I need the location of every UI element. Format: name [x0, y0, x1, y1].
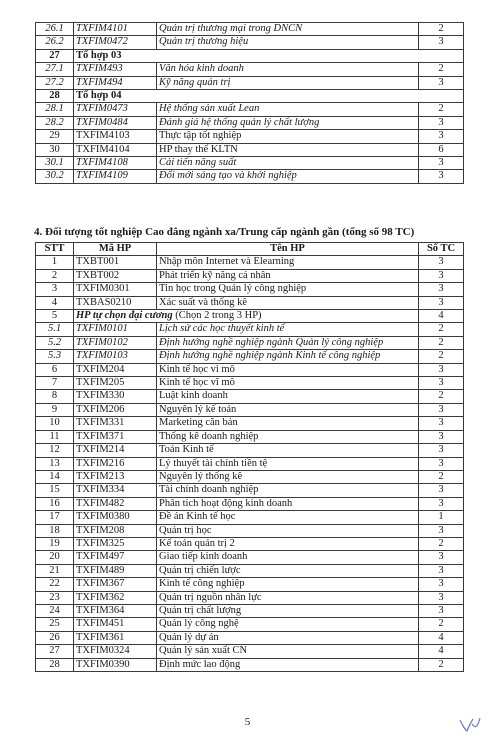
cell-credits: 3	[419, 130, 464, 143]
page-number: 5	[244, 716, 251, 728]
table-row	[36, 377, 464, 390]
cell-code: TXFIM367	[74, 578, 157, 591]
cell-code: TXBT001	[74, 256, 157, 269]
cell-credits: 4	[419, 631, 464, 644]
cell-credits: 2	[419, 390, 464, 403]
cell-name: Kinh tế học vi mô	[157, 363, 419, 376]
table-row	[36, 578, 464, 591]
cell-name: Xác suất và thống kê	[157, 296, 419, 309]
cell-code: TXFIM489	[74, 564, 157, 577]
table-row	[36, 76, 464, 89]
cell-stt: 27.1	[36, 63, 74, 76]
cell-code: TXFIM4109	[74, 170, 157, 183]
cell-code: TXFIM334	[74, 484, 157, 497]
cell-code: TXFIM482	[74, 497, 157, 510]
table-row	[36, 116, 464, 129]
cell-credits: 2	[419, 350, 464, 363]
table-row	[36, 23, 464, 36]
cell-code: TXFIM493	[74, 63, 157, 76]
cell-credits: 3	[419, 457, 464, 470]
cell-code: TXFIM0301	[74, 283, 157, 296]
cell-code: TXFIM4101	[74, 23, 157, 36]
table-row	[36, 310, 464, 323]
cell-code: TXFIM4103	[74, 130, 157, 143]
cell-credits: 3	[419, 296, 464, 309]
cell-name: Quản trị chiến lược	[157, 564, 419, 577]
cell-credits: 2	[419, 537, 464, 550]
cell-credits: 2	[419, 470, 464, 483]
cell-name: Phân tích hoạt động kinh doanh	[157, 497, 419, 510]
cell-code: TXFIM451	[74, 618, 157, 631]
cell-code: TXFIM0101	[74, 323, 157, 336]
cell-stt: 27	[36, 49, 74, 62]
cell-code: TXFIM4104	[74, 143, 157, 156]
table-row	[36, 497, 464, 510]
cell-code: TXBT002	[74, 269, 157, 282]
cell-stt: 29	[36, 130, 74, 143]
header-code: Mã HP	[74, 243, 157, 256]
cell-code: TXFIM0324	[74, 645, 157, 658]
table-row	[36, 618, 464, 631]
cell-name: Nguyên lý kế toán	[157, 403, 419, 416]
cell-credits: 3	[419, 551, 464, 564]
cell-code: TXFIM204	[74, 363, 157, 376]
table-row	[36, 484, 464, 497]
cell-code: TXFIM362	[74, 591, 157, 604]
cell-stt: 14	[36, 470, 74, 483]
cell-code: TXFIM371	[74, 430, 157, 443]
cell-credits: 3	[419, 578, 464, 591]
cell-stt: 5.2	[36, 336, 74, 349]
table-row	[36, 103, 464, 116]
table-row	[36, 269, 464, 282]
header-stt: STT	[36, 243, 74, 256]
cell-name: Nhập môn Internet và Elearning	[157, 256, 419, 269]
cell-elective-label	[74, 310, 419, 323]
cell-stt: 25	[36, 618, 74, 631]
table-row	[36, 296, 464, 309]
cell-credits: 6	[419, 143, 464, 156]
cell-stt: 5	[36, 310, 74, 323]
table-row	[36, 457, 464, 470]
cell-stt: 28	[36, 90, 74, 103]
cell-name: Kinh tế học vĩ mô	[157, 377, 419, 390]
cell-credits: 4	[419, 645, 464, 658]
cell-name: HP thay thế KLTN	[157, 143, 419, 156]
table-row	[36, 511, 464, 524]
cell-stt: 12	[36, 444, 74, 457]
cell-code: TXFIM0473	[74, 103, 157, 116]
cell-credits: 2	[419, 323, 464, 336]
cell-code: TXFIM364	[74, 604, 157, 617]
cell-name: Phát triển kỹ năng cá nhân	[157, 269, 419, 282]
cell-credits: 3	[419, 430, 464, 443]
table-row	[36, 658, 464, 671]
cell-name: Giao tiếp kinh doanh	[157, 551, 419, 564]
cell-credits: 3	[419, 36, 464, 49]
table-row	[36, 430, 464, 443]
cell-stt: 26.1	[36, 23, 74, 36]
table-row	[36, 49, 464, 62]
cell-group-label: Tổ hợp 04	[74, 90, 464, 103]
table-row	[36, 143, 464, 156]
cell-credits: 1	[419, 511, 464, 524]
cell-stt: 28	[36, 658, 74, 671]
cell-name: Cải tiến năng suất	[157, 157, 419, 170]
cell-name: Thực tập tốt nghiệp	[157, 130, 419, 143]
cell-stt: 5.1	[36, 323, 74, 336]
cell-code: TXFIM494	[74, 76, 157, 89]
table-row	[36, 170, 464, 183]
cell-code: TXFIM206	[74, 403, 157, 416]
cell-stt: 18	[36, 524, 74, 537]
cell-stt: 7	[36, 377, 74, 390]
cell-stt: 5.3	[36, 350, 74, 363]
cell-stt: 26	[36, 631, 74, 644]
cell-name: Thống kê doanh nghiệp	[157, 430, 419, 443]
elective-prefix: HP tự chọn đại cương	[76, 310, 173, 322]
cell-stt: 22	[36, 578, 74, 591]
cell-name: Nguyên lý thống kê	[157, 470, 419, 483]
cell-code: TXFIM213	[74, 470, 157, 483]
cell-credits: 3	[419, 564, 464, 577]
table-row	[36, 363, 464, 376]
cell-code: TXFIM208	[74, 524, 157, 537]
cell-stt: 19	[36, 537, 74, 550]
cell-stt: 11	[36, 430, 74, 443]
cell-stt: 2	[36, 269, 74, 282]
cell-name: Tin học trong Quản lý công nghiệp	[157, 283, 419, 296]
cell-stt: 20	[36, 551, 74, 564]
table-row	[36, 403, 464, 416]
cell-code: TXFIM205	[74, 377, 157, 390]
cell-stt: 30.2	[36, 170, 74, 183]
cell-stt: 4	[36, 296, 74, 309]
table-row	[36, 524, 464, 537]
cell-credits: 3	[419, 417, 464, 430]
cell-name: Quản lý dự án	[157, 631, 419, 644]
cell-code: TXBAS0210	[74, 296, 157, 309]
cell-credits: 3	[419, 484, 464, 497]
cell-code: TXFIM0103	[74, 350, 157, 363]
cell-code: TXFIM216	[74, 457, 157, 470]
cell-code: TXFIM325	[74, 537, 157, 550]
cell-stt: 23	[36, 591, 74, 604]
elective-suffix: (Chọn 2 trong 3 HP)	[172, 310, 262, 322]
table-row	[36, 564, 464, 577]
cell-credits: 3	[419, 377, 464, 390]
cell-credits: 4	[419, 310, 464, 323]
table-row	[36, 551, 464, 564]
cell-name: Quản trị nguồn nhân lực	[157, 591, 419, 604]
table-row	[36, 63, 464, 76]
cell-name: Kinh tế công nghiệp	[157, 578, 419, 591]
cell-name: Lịch sử các học thuyết kinh tế	[157, 323, 419, 336]
cell-credits: 3	[419, 157, 464, 170]
cell-name: Kỹ năng quản trị	[157, 76, 419, 89]
cell-name: Luật kinh doanh	[157, 390, 419, 403]
cell-stt: 30	[36, 143, 74, 156]
cell-group-label: Tổ hợp 03	[74, 49, 464, 62]
cell-stt: 27.2	[36, 76, 74, 89]
cell-code: TXFIM331	[74, 417, 157, 430]
cell-stt: 28.1	[36, 103, 74, 116]
table-row	[36, 157, 464, 170]
cell-name: Toán Kinh tế	[157, 444, 419, 457]
cell-credits: 2	[419, 103, 464, 116]
cell-code: TXFIM0390	[74, 658, 157, 671]
cell-stt: 30.1	[36, 157, 74, 170]
cell-name: Marketing căn bản	[157, 417, 419, 430]
cell-code: TXFIM214	[74, 444, 157, 457]
cell-name: Quản trị chất lượng	[157, 604, 419, 617]
cell-credits: 3	[419, 76, 464, 89]
table-row	[36, 336, 464, 349]
cell-stt: 17	[36, 511, 74, 524]
table-row	[36, 631, 464, 644]
cell-credits: 3	[419, 524, 464, 537]
table-row	[36, 130, 464, 143]
course-table-section-4	[35, 242, 464, 672]
cell-code: TXFIM0472	[74, 36, 157, 49]
cell-stt: 10	[36, 417, 74, 430]
cell-code: TXFIM330	[74, 390, 157, 403]
cell-code: TXFIM4108	[74, 157, 157, 170]
cell-name: Lý thuyết tài chính tiền tệ	[157, 457, 419, 470]
cell-stt: 9	[36, 403, 74, 416]
table-row	[36, 283, 464, 296]
cell-credits: 3	[419, 269, 464, 282]
table-row	[36, 645, 464, 658]
cell-name: Đánh giá hệ thống quản lý chất lượng	[157, 116, 419, 129]
cell-stt: 21	[36, 564, 74, 577]
cell-name: Tài chính doanh nghiệp	[157, 484, 419, 497]
cell-name: Quản trị học	[157, 524, 419, 537]
table-row	[36, 256, 464, 269]
cell-stt: 6	[36, 363, 74, 376]
cell-stt: 13	[36, 457, 74, 470]
cell-credits: 3	[419, 497, 464, 510]
cell-credits: 2	[419, 658, 464, 671]
cell-stt: 24	[36, 604, 74, 617]
table-row	[36, 323, 464, 336]
cell-code: TXFIM0484	[74, 116, 157, 129]
cell-code: TXFIM361	[74, 631, 157, 644]
table-row	[36, 36, 464, 49]
table-row	[36, 417, 464, 430]
cell-credits: 3	[419, 591, 464, 604]
cell-stt: 15	[36, 484, 74, 497]
table-row	[36, 390, 464, 403]
cell-credits: 3	[419, 403, 464, 416]
cell-credits: 3	[419, 283, 464, 296]
cell-credits: 2	[419, 63, 464, 76]
section-heading: 4. Đối tượng tốt nghiệp Cao đẳng ngành xa/Trung cấp ngành gần (tổng số 98 TC)	[34, 226, 415, 238]
cell-name: Định hướng nghề nghiệp ngành Kinh tế công nghiệp	[157, 350, 419, 363]
cell-credits: 2	[419, 336, 464, 349]
cell-name: Hệ thống sản xuất Lean	[157, 103, 419, 116]
cell-code: TXFIM0102	[74, 336, 157, 349]
cell-credits: 2	[419, 23, 464, 36]
course-table-continued	[35, 22, 464, 184]
table-row	[36, 444, 464, 457]
cell-name: Đề án Kinh tế học	[157, 511, 419, 524]
table-row	[36, 470, 464, 483]
cell-name: Quản trị thương hiệu	[157, 36, 419, 49]
cell-credits: 3	[419, 363, 464, 376]
cell-credits: 3	[419, 170, 464, 183]
cell-name: Đổi mới sáng tạo và khởi nghiệp	[157, 170, 419, 183]
cell-stt: 16	[36, 497, 74, 510]
header-name: Tên HP	[157, 243, 419, 256]
cell-stt: 26.2	[36, 36, 74, 49]
table-row	[36, 604, 464, 617]
table-row	[36, 350, 464, 363]
cell-code: TXFIM0380	[74, 511, 157, 524]
cell-credits: 3	[419, 256, 464, 269]
cell-name: Định mức lao động	[157, 658, 419, 671]
cell-stt: 8	[36, 390, 74, 403]
cell-name: Quản lý sản xuất CN	[157, 645, 419, 658]
table-row	[36, 537, 464, 550]
cell-name: Quản lý công nghệ	[157, 618, 419, 631]
cell-credits: 2	[419, 618, 464, 631]
cell-stt: 1	[36, 256, 74, 269]
cell-credits: 3	[419, 604, 464, 617]
cell-credits: 3	[419, 116, 464, 129]
cell-code: TXFIM497	[74, 551, 157, 564]
table-row	[36, 90, 464, 103]
header-credits: Số TC	[419, 243, 464, 256]
cell-stt: 27	[36, 645, 74, 658]
cell-name: Định hướng nghề nghiệp ngành Quản lý công nghiệp	[157, 336, 419, 349]
table-header-row	[36, 243, 464, 256]
cell-name: Kế toán quản trị 2	[157, 537, 419, 550]
table-row	[36, 591, 464, 604]
cell-stt: 28.2	[36, 116, 74, 129]
initials-signature	[458, 716, 482, 734]
cell-name: Quản trị thương mại trong DNCN	[157, 23, 419, 36]
cell-name: Văn hóa kinh doanh	[157, 63, 419, 76]
cell-stt: 3	[36, 283, 74, 296]
cell-credits: 3	[419, 444, 464, 457]
